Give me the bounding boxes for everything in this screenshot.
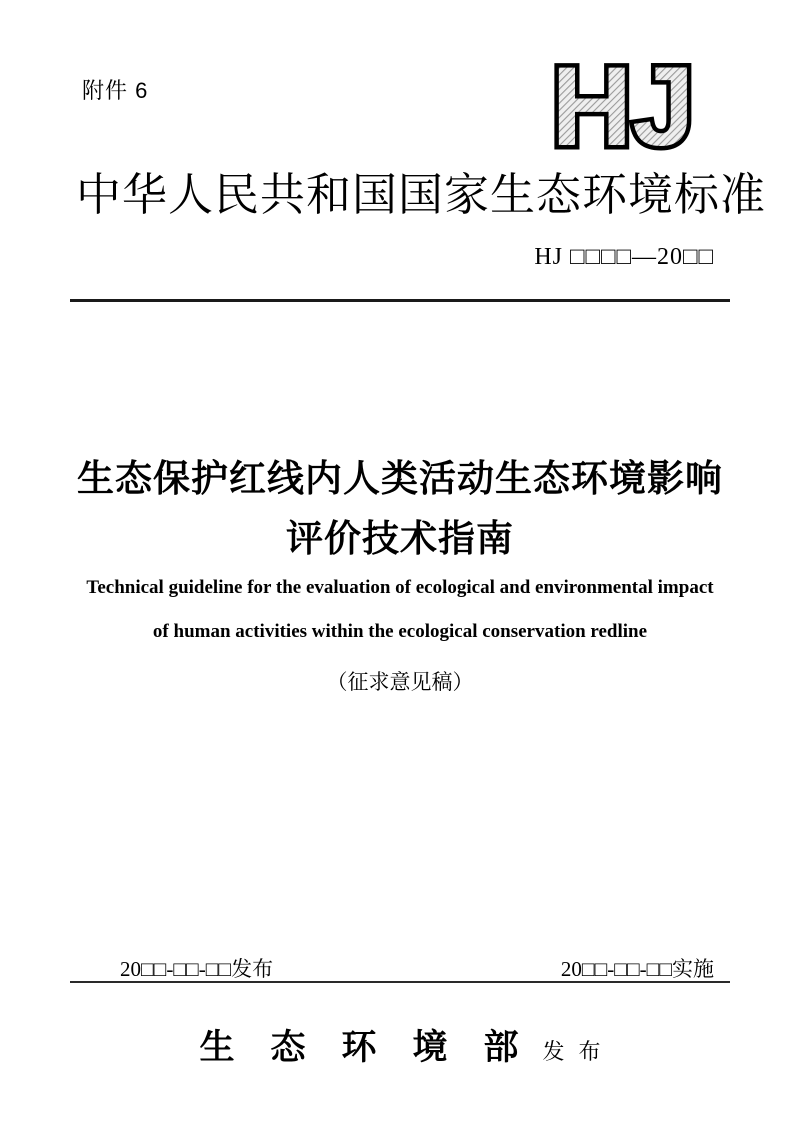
hj-logo-text: HJ — [551, 50, 695, 158]
publisher-row — [0, 1020, 800, 1070]
document-title-en-line2: of human activities within the ecological conservation redline — [152, 621, 648, 642]
attachment-label: 附件 6 — [82, 78, 149, 103]
header-divider-rule — [70, 299, 730, 302]
document-title-cn-line2: 评价技术指南 — [286, 518, 514, 559]
national-standard-title: 中华人民共和国国家生态环境标准 — [76, 170, 767, 220]
footer-divider-rule — [70, 981, 730, 983]
publish-label: 发布 — [542, 1039, 615, 1064]
standard-number: HJ □□□□—20□□ — [534, 244, 714, 270]
hj-logo — [534, 50, 712, 158]
draft-for-comments-note: （征求意见稿） — [326, 671, 474, 694]
implementation-date: 20□□-□□-□□实施 — [560, 957, 714, 981]
issue-date: 20□□-□□-□□发布 — [120, 957, 274, 981]
document-title-cn-line1: 生态保护红线内人类活动生态环境影响 — [77, 458, 723, 499]
publisher-name: 生态环境部 — [199, 1028, 555, 1067]
document-title-en-line1: Technical guideline for the evaluation of ecological and environmental impact — [86, 577, 714, 598]
